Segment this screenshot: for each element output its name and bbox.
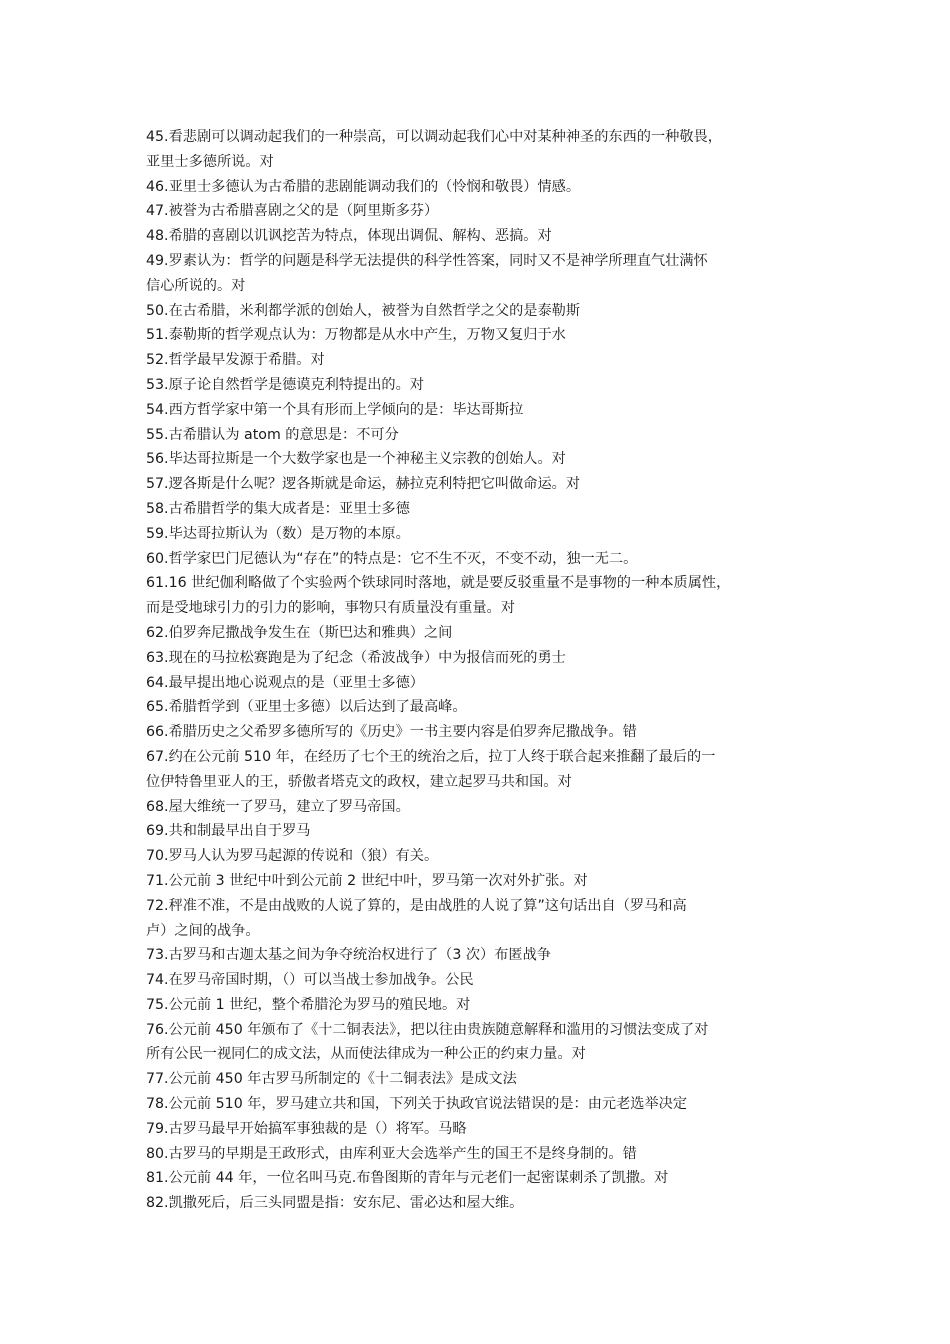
text-line: 56.毕达哥拉斯是一个大数学家也是一个神秘主义宗教的创始人。对 xyxy=(146,451,566,468)
text-line: 卢）之间的战争。 xyxy=(146,922,260,939)
text-line: 75.公元前 1 世纪，整个希腊沦为罗马的殖民地。对 xyxy=(146,996,471,1013)
text-line: 62.伯罗奔尼撒战争发生在（斯巴达和雅典）之间 xyxy=(146,624,453,641)
text-line: 50.在古希腊，米利都学派的创始人，被誉为自然哲学之父的是泰勒斯 xyxy=(146,302,581,319)
text-line: 45.看悲剧可以调动起我们的一种崇高，可以调动起我们心中对某种神圣的东西的一种敬畏， xyxy=(146,129,722,145)
text-line: 而是受地球引力的引力的影响，事物只有质量没有重量。对 xyxy=(146,600,515,617)
text-line: 所有公民一视同仁的成文法，从而使法律成为一种公正的约束力量。对 xyxy=(146,1046,586,1063)
text-line: 82.凯撒死后，后三头同盟是指：安东尼、雷必达和屋大维。 xyxy=(146,1195,524,1212)
document-body xyxy=(146,125,814,1216)
text-line: 81.公元前 44 年，一位名叫马克.布鲁图斯的青年与元老们一起密谋刺杀了凯撒。对 xyxy=(146,1170,669,1187)
text-line: 70.罗马人认为罗马起源的传说和（狼）有关。 xyxy=(146,848,439,865)
text-line: 55.古希腊认为 atom 的意思是：不可分 xyxy=(146,426,399,443)
text-line: 48.希腊的喜剧以讥讽挖苦为特点，体现出调侃、解构、恶搞。对 xyxy=(146,228,552,245)
text-line: 66.希腊历史之父希罗多德所写的《历史》一书主要内容是伯罗奔尼撒战争。错 xyxy=(146,724,637,741)
text-line: 61.16 世纪伽利略做了个实验两个铁球同时落地，就是要反驳重量不是事物的一种本质属性， xyxy=(146,575,731,592)
text-line: 64.最早提出地心说观点的是（亚里士多德） xyxy=(146,674,424,691)
text-line: 信心所说的。对 xyxy=(146,277,246,294)
text-line: 54.西方哲学家中第一个具有形而上学倾向的是：毕达哥斯拉 xyxy=(146,401,524,418)
text-line: 69.共和制最早出自于罗马 xyxy=(146,823,311,840)
text-line: 58.古希腊哲学的集大成者是：亚里士多德 xyxy=(146,500,410,517)
text-line: 49.罗素认为：哲学的问题是科学无法提供的科学性答案，同时又不是神学所理直气壮满怀 xyxy=(146,252,708,269)
text-line: 位伊特鲁里亚人的王，骄傲者塔克文的政权，建立起罗马共和国。对 xyxy=(146,773,572,790)
text-line: 79.古罗马最早开始搞军事独裁的是（）将军。马略 xyxy=(146,1120,467,1137)
text-line: 65.希腊哲学到（亚里士多德）以后达到了最高峰。 xyxy=(146,699,467,716)
text-line: 60.哲学家巴门尼德认为“存在”的特点是：它不生不灭，不变不动，独一无二。 xyxy=(146,550,638,567)
text-line: 67.约在公元前 510 年，在经历了七个王的统治之后，拉丁人终于联合起来推翻了最后的一 xyxy=(146,748,716,765)
text-line: 51.泰勒斯的哲学观点认为：万物都是从水中产生，万物又复归于水 xyxy=(146,327,566,344)
text-line: 72.秤准不准，不是由战败的人说了算的，是由战胜的人说了算”这句话出自（罗马和高 xyxy=(146,897,687,914)
text-line: 73.古罗马和古迦太基之间为争夺统治权进行了（3 次）布匿战争 xyxy=(146,947,551,964)
text-line: 59.毕达哥拉斯认为（数）是万物的本原。 xyxy=(146,525,410,542)
text-line: 71.公元前 3 世纪中叶到公元前 2 世纪中叶，罗马第一次对外扩张。对 xyxy=(146,872,588,889)
text-line: 53.原子论自然哲学是德谟克利特提出的。对 xyxy=(146,376,424,393)
text-line: 46.亚里士多德认为古希腊的悲剧能调动我们的（怜悯和敬畏）情感。 xyxy=(146,178,581,195)
text-line: 76.公元前 450 年颁布了《十二铜表法》，把以往由贵族随意解释和滥用的习惯法变成了对 xyxy=(146,1021,709,1038)
text-line: 57.逻各斯是什么呢？逻各斯就是命运，赫拉克利特把它叫做命运。对 xyxy=(146,476,581,493)
text-line: 74.在罗马帝国时期，（）可以当战士参加战争。公民 xyxy=(146,972,474,989)
text-line: 52.哲学最早发源于希腊。对 xyxy=(146,352,325,369)
text-line: 亚里士多德所说。对 xyxy=(146,153,274,170)
text-line: 80.古罗马的早期是王政形式，由库利亚大会选举产生的国王不是终身制的。错 xyxy=(146,1145,637,1162)
text-line: 63.现在的马拉松赛跑是为了纪念（希波战争）中为报信而死的勇士 xyxy=(146,649,566,666)
text-line: 77.公元前 450 年古罗马所制定的《十二铜表法》是成文法 xyxy=(146,1071,517,1088)
text-line: 78.公元前 510 年，罗马建立共和国，下列关于执政官说法错误的是：由元老选举决定 xyxy=(146,1096,688,1113)
text-line: 47.被誉为古希腊喜剧之父的是（阿里斯多芬） xyxy=(146,203,439,220)
text-line: 68.屋大维统一了罗马，建立了罗马帝国。 xyxy=(146,798,410,815)
